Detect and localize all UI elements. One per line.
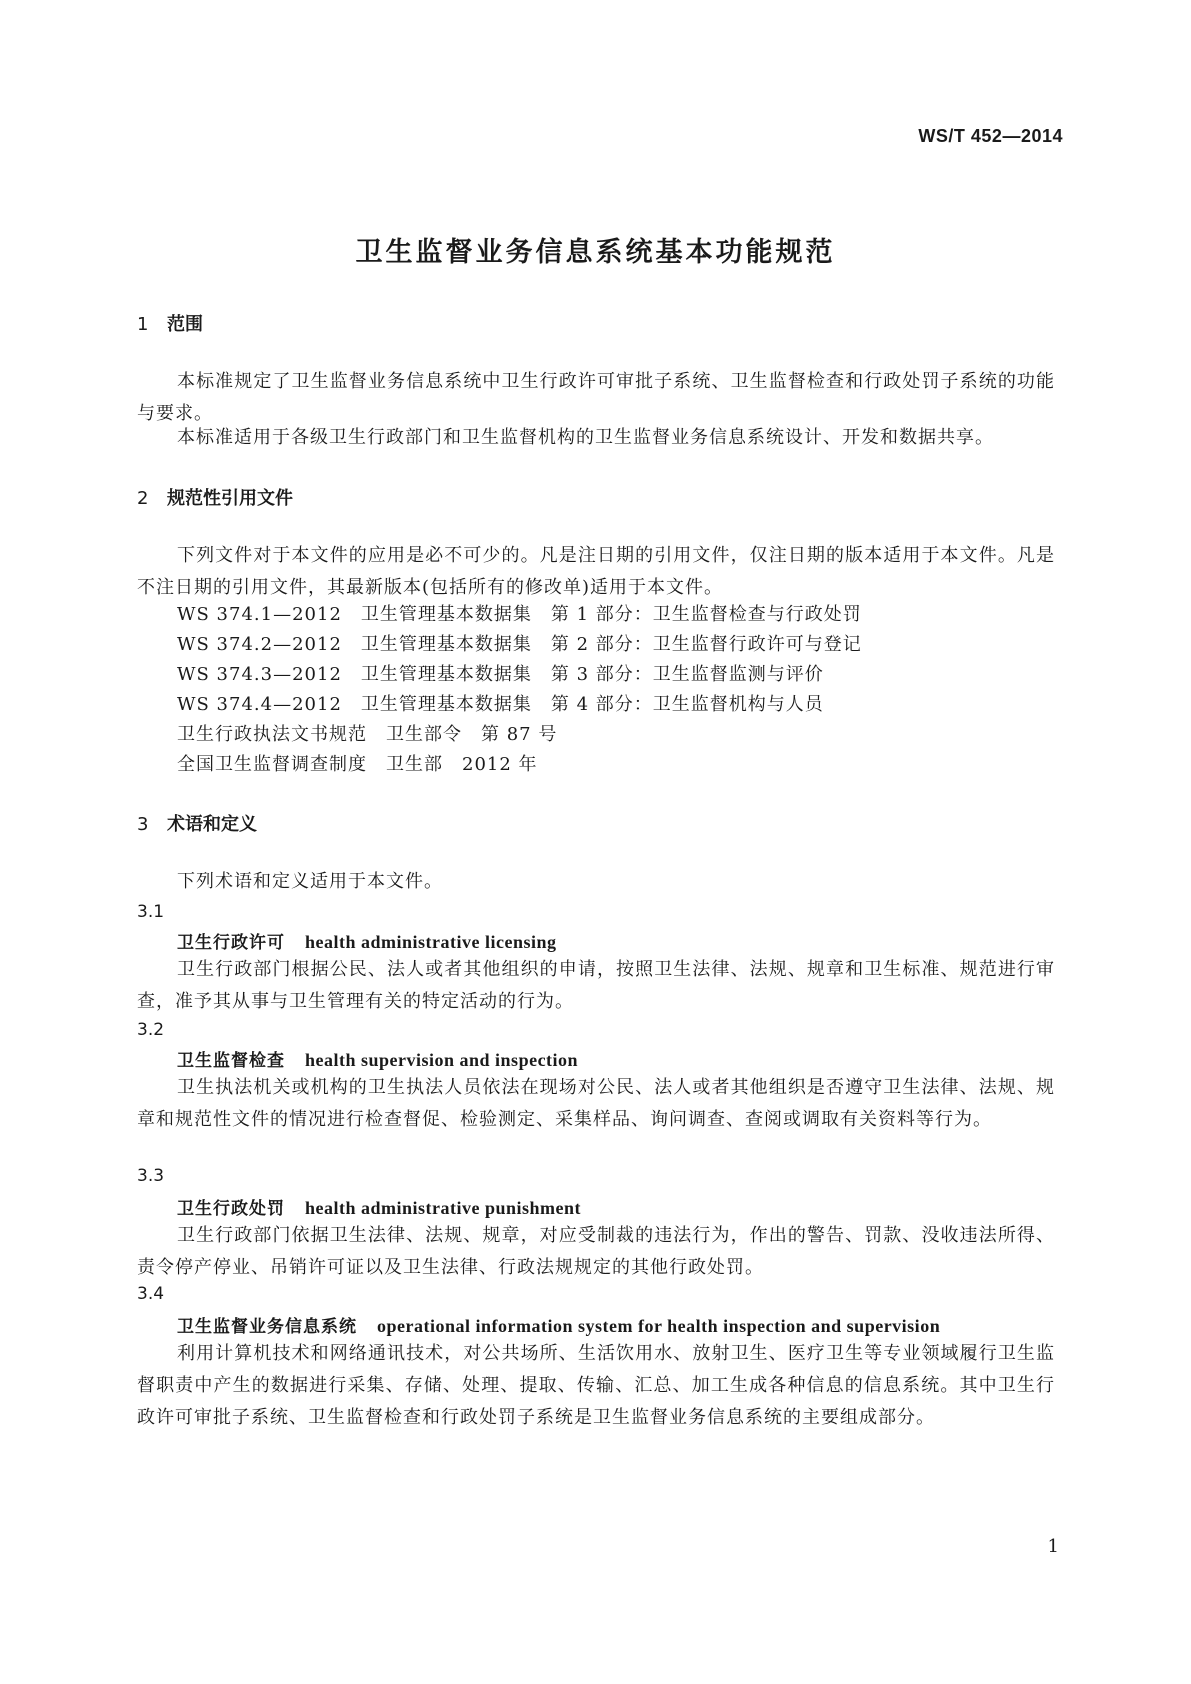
reference-item: 卫生行政执法文书规范 卫生部令 第 87 号 xyxy=(177,724,558,745)
section-number: 2 xyxy=(137,488,149,509)
term-number: 3.4 xyxy=(137,1284,165,1304)
section-2-heading xyxy=(137,484,293,510)
reference-item: 全国卫生监督调查制度 卫生部 2012 年 xyxy=(177,754,538,775)
page-number: 1 xyxy=(1047,1536,1059,1557)
term-definition: 卫生执法机关或机构的卫生执法人员依法在现场对公民、法人或者其他组织是否遵守卫生法律、法规、规章和规范性文件的情况进行检查督促、检验测定、采集样品、询问调查、查阅或调取有关资料等行为。 xyxy=(137,1077,1055,1130)
section-1-heading xyxy=(137,310,203,336)
standard-code: WS/T 452—2014 xyxy=(918,126,1063,146)
term-number: 3.3 xyxy=(137,1166,165,1186)
reference-item: WS 374.4—2012 卫生管理基本数据集 第 4 部分：卫生监督机构与人员 xyxy=(177,694,824,715)
paragraph: 下列文件对于本文件的应用是必不可少的。凡是注日期的引用文件，仅注日期的版本适用于本文件。凡是不注日期的引用文件，其最新版本(包括所有的修改单)适用于本文件。 xyxy=(137,545,1055,598)
term-definition: 卫生行政部门依据卫生法律、法规、规章，对应受制裁的违法行为，作出的警告、罚款、没收违法所得、责令停产停业、吊销许可证以及卫生法律、行政法规规定的其他行政处罚。 xyxy=(137,1225,1055,1278)
term-heading xyxy=(177,928,557,953)
term-zh: 卫生行政许可 xyxy=(177,933,285,953)
paragraph: 下列术语和定义适用于本文件。 xyxy=(177,871,443,892)
section-title: 规范性引用文件 xyxy=(167,488,293,509)
term-number: 3.1 xyxy=(137,902,165,922)
term-zh: 卫生监督业务信息系统 xyxy=(177,1317,357,1337)
paragraph: 本标准适用于各级卫生行政部门和卫生监督机构的卫生监督业务信息系统设计、开发和数据共享。 xyxy=(177,427,994,448)
term-en: health administrative licensing xyxy=(305,932,557,952)
reference-item: WS 374.1—2012 卫生管理基本数据集 第 1 部分：卫生监督检查与行政处罚 xyxy=(177,604,862,625)
term-heading xyxy=(177,1046,578,1071)
reference-item: WS 374.2—2012 卫生管理基本数据集 第 2 部分：卫生监督行政许可与登记 xyxy=(177,634,862,655)
section-3-heading xyxy=(137,810,257,836)
term-number: 3.2 xyxy=(137,1020,165,1040)
section-title: 范围 xyxy=(167,314,203,335)
term-en: operational information system for health inspection and supervision xyxy=(377,1316,941,1336)
term-zh: 卫生行政处罚 xyxy=(177,1199,285,1219)
term-definition: 卫生行政部门根据公民、法人或者其他组织的申请，按照卫生法律、法规、规章和卫生标准、规范进行审查，准予其从事与卫生管理有关的特定活动的行为。 xyxy=(137,959,1055,1012)
document-title: 卫生监督业务信息系统基本功能规范 xyxy=(355,237,836,268)
section-number: 3 xyxy=(137,814,149,835)
term-definition: 利用计算机技术和网络通讯技术，对公共场所、生活饮用水、放射卫生、医疗卫生等专业领域履行卫生监督职责中产生的数据进行采集、存储、处理、提取、传输、汇总、加工生成各种信息的信息系统。其中卫生行政许可审批子系统、卫生监督检查和行政处罚子系统是卫生监督业务信息系统的主要组成部分。 xyxy=(137,1343,1055,1428)
term-heading xyxy=(177,1312,940,1337)
term-heading xyxy=(177,1194,581,1219)
term-zh: 卫生监督检查 xyxy=(177,1051,285,1071)
term-en: health administrative punishment xyxy=(305,1198,582,1218)
section-title: 术语和定义 xyxy=(167,814,257,835)
reference-item: WS 374.3—2012 卫生管理基本数据集 第 3 部分：卫生监督监测与评价 xyxy=(177,664,824,685)
section-number: 1 xyxy=(137,314,149,335)
paragraph: 本标准规定了卫生监督业务信息系统中卫生行政许可审批子系统、卫生监督检查和行政处罚子系统的功能与要求。 xyxy=(137,371,1055,424)
term-en: health supervision and inspection xyxy=(305,1050,579,1070)
